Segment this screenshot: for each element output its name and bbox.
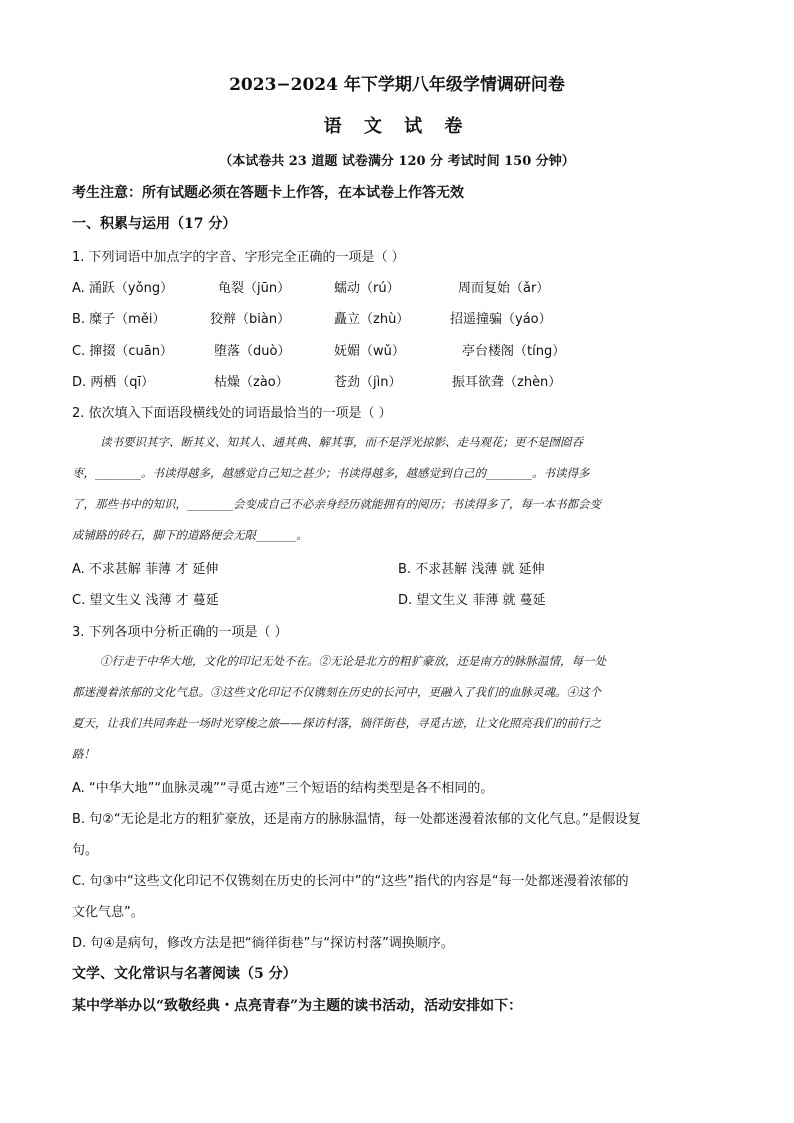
section-2-title: 文学、文化常识与名著阅读（5 分） xyxy=(72,966,297,982)
q1-option-d-2: 枯燥（zào） xyxy=(214,375,289,390)
q1-option-a-1: A. 涌跃（yǒng） xyxy=(72,281,174,296)
q1-option-b-4: 招遥撞骗（yáo） xyxy=(450,312,552,327)
question-2-stem: 2. 依次填入下面语段横线处的词语最恰当的一项是（ ） xyxy=(72,406,392,421)
q3-option-c: C. 句③中“这些文化印记不仅镌刻在历史的长河中”的“这些”指代的内容是“每一处都迷漫着浓郁的 xyxy=(72,874,629,889)
q1-option-d-3: 苍劲（jìn） xyxy=(334,375,402,390)
q1-option-b-1: B. 糜子（měi） xyxy=(72,312,166,327)
q1-option-d-1: D. 两栖（qī） xyxy=(72,375,155,390)
passage-line: 读书要识其字、断其义、知其人、通其典、解其事，而不是浮光掠影、走马观花；更不是囫囵吞 xyxy=(100,435,583,449)
q1-option-a-4: 周而复始（ǎr） xyxy=(458,281,550,296)
passage-line: 成铺路的砖石，脚下的道路便会无限_______。 xyxy=(72,528,308,542)
exam-subject: 语 文 试 卷 xyxy=(323,116,471,137)
q1-option-d-4: 振耳欲聋（zhèn） xyxy=(452,375,562,390)
section-1-title: 一、积累与运用（17 分） xyxy=(72,216,237,232)
q2-option-c: C. 望文生义 浅薄 才 蔓延 xyxy=(72,593,219,608)
passage-line: 路！ xyxy=(72,747,95,761)
q1-option-c-3: 妩媚（wǔ） xyxy=(334,344,405,359)
q1-option-a-3: 蠕动（rú） xyxy=(334,281,400,296)
question-3-stem: 3. 下列各项中分析正确的一项是（ ） xyxy=(72,625,288,640)
q1-option-b-3: 矗立（zhù） xyxy=(334,312,410,327)
q3-option-d: D. 句④是病句，修改方法是把“徜徉街巷”与“探访村落”调换顺序。 xyxy=(72,936,454,951)
passage-line: 枣，________。书读得越多，越感觉自己知之甚少；书读得越多，越感觉到自己的________。书读得多 xyxy=(72,466,590,480)
q3-option-b-cont: 句。 xyxy=(72,843,99,858)
passage-line: 都迷漫着浓郁的文化气息。③这些文化印记不仅镌刻在历史的长河中，更融入了我们的血脉灵魂。④这个 xyxy=(72,685,601,699)
exam-title: 2023−2024 年下学期八年级学情调研问卷 xyxy=(229,75,565,95)
activity-intro: 某中学举办以“致敬经典・点亮青春”为主题的读书活动，活动安排如下： xyxy=(72,998,523,1014)
q1-option-c-4: 亭台楼阁（tíng） xyxy=(462,344,566,359)
q1-option-c-1: C. 撺掇（cuān） xyxy=(72,344,173,359)
q2-option-b: B. 不求甚解 浅薄 就 延伸 xyxy=(398,562,545,577)
q1-option-b-2: 狡辩（biàn） xyxy=(210,312,291,327)
exam-meta: （本试卷共 23 道题 试卷满分 120 分 考试时间 150 分钟） xyxy=(219,154,575,169)
question-1-stem: 1. 下列词语中加点字的字音、字形完全正确的一项是（ ） xyxy=(72,250,405,265)
exam-notice: 考生注意：所有试题必须在答题卡上作答，在本试卷上作答无效 xyxy=(72,185,464,201)
q3-option-b: B. 句②“无论是北方的粗犷豪放，还是南方的脉脉温情，每一处都迷漫着浓郁的文化气息。”是假设复 xyxy=(72,812,641,827)
q1-option-c-2: 堕落（duò） xyxy=(214,344,291,359)
passage-line: 了，那些书中的知识，________会变成自己不必亲身经历就能拥有的阅历；书读得多了，每一本书都会变 xyxy=(72,497,601,511)
q3-option-a: A. “中华大地”“血脉灵魂”“寻觅古迹”三个短语的结构类型是各不相同的。 xyxy=(72,781,494,796)
q2-option-a: A. 不求甚解 菲薄 才 延伸 xyxy=(72,562,219,577)
q1-option-a-2: 龟裂（jūn） xyxy=(218,281,291,296)
passage-line: ①行走于中华大地，文化的印记无处不在。②无论是北方的粗犷豪放，还是南方的脉脉温情，每一处 xyxy=(100,654,606,668)
q2-option-d: D. 望文生义 菲薄 就 蔓延 xyxy=(398,593,546,608)
q3-option-c-cont: 文化气息”。 xyxy=(72,905,144,920)
passage-line: 夏天，让我们共同奔赴一场时光穿梭之旅——探访村落，徜徉街巷，寻觅古迹，让文化照亮我们的前行之 xyxy=(72,716,601,730)
